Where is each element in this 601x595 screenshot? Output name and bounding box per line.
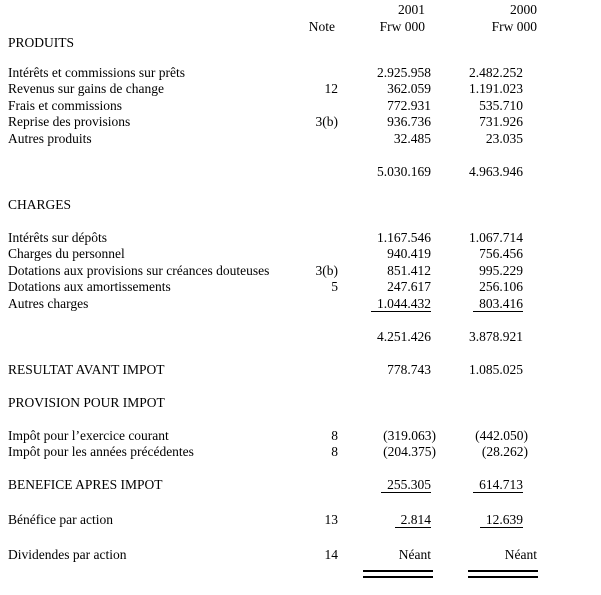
note-cell: 8 — [331, 444, 338, 459]
table-row — [0, 131, 601, 148]
year-2001-header: 2001 — [398, 2, 425, 17]
value-2001-cell: (319.063) — [383, 427, 436, 443]
value-2000-cell: 1.085.025 — [469, 361, 523, 377]
note-cell — [302, 296, 338, 313]
value-2001-cell: 247.617 — [387, 279, 431, 294]
note-cell — [302, 98, 338, 115]
section-title-provision-impot: PROVISION POUR IMPOT — [8, 394, 165, 410]
spacer — [0, 494, 601, 512]
value-2001-cell: 1.044.432 — [338, 296, 431, 313]
double-rule-2001 — [363, 570, 433, 578]
row-label: Intérêts sur dépôts — [8, 229, 107, 245]
value-2001-cell: 2.925.958 — [377, 64, 431, 80]
spacer — [0, 528, 601, 547]
total-2001-cell: 4.251.426 — [377, 328, 431, 344]
value-2000-cell: 614.713 — [431, 477, 523, 494]
spacer — [0, 411, 601, 428]
table-row — [0, 263, 601, 280]
note-cell: 3(b) — [315, 262, 338, 278]
spacer — [0, 213, 601, 230]
value-2001-cell: 851.412 — [387, 262, 431, 278]
table-row — [0, 98, 601, 115]
value-2000-cell: 1.191.023 — [469, 81, 523, 96]
table-row — [0, 65, 601, 82]
row-label: BENEFICE APRES IMPOT — [8, 477, 163, 492]
total-2000-cell: 3.878.921 — [469, 328, 523, 344]
row-label: RESULTAT AVANT IMPOT — [8, 361, 165, 377]
row-label: Autres charges — [8, 295, 89, 311]
benefice-apres-impot-row — [0, 477, 601, 494]
value-2000-cell: 535.710 — [479, 97, 523, 113]
section-title-charges: CHARGES — [8, 196, 72, 212]
note-column-header: Note — [308, 18, 335, 34]
double-rule-2000 — [468, 570, 538, 578]
value-2000-cell: 803.416 — [431, 296, 523, 313]
unit-2000-header: Frw 000 — [491, 18, 537, 34]
value-2001-cell: Néant — [398, 547, 431, 562]
note-cell: 14 — [324, 547, 338, 562]
note-cell — [302, 230, 338, 247]
note-cell — [302, 246, 338, 263]
value-2000-cell: 756.456 — [479, 246, 523, 261]
table-row — [0, 246, 601, 263]
spacer — [0, 378, 601, 395]
value-2001-cell: 255.305 — [338, 477, 431, 494]
value-2001-cell: 32.485 — [393, 130, 431, 146]
table-row — [0, 428, 601, 445]
table-row — [0, 81, 601, 98]
dividendes-par-action-row — [0, 547, 601, 564]
total-2001-cell: 5.030.169 — [377, 163, 431, 179]
value-2000-cell: 23.035 — [485, 130, 523, 146]
spacer — [0, 312, 601, 329]
spacer — [0, 52, 601, 65]
value-2000-cell: 12.639 — [431, 512, 523, 529]
row-label: Reprise des provisions — [8, 114, 131, 129]
spacer — [0, 461, 601, 478]
note-cell: 12 — [324, 81, 338, 96]
benefice-par-action-row — [0, 512, 601, 529]
spacer — [0, 345, 601, 362]
value-2000-cell: 995.229 — [479, 262, 523, 278]
value-2000-cell: 1.067.714 — [469, 229, 523, 245]
table-row — [0, 279, 601, 296]
value-2000-cell: 731.926 — [479, 114, 523, 129]
spacer — [0, 180, 601, 197]
value-2000-cell: 2.482.252 — [469, 64, 523, 80]
spacer — [0, 147, 601, 164]
table-row — [0, 114, 601, 131]
value-2001-cell: 940.419 — [387, 246, 431, 261]
row-label: Dividendes par action — [8, 547, 127, 562]
closing-rules — [0, 570, 601, 578]
note-cell: 8 — [331, 427, 338, 443]
resultat-avant-impot-row — [0, 362, 601, 379]
table-row — [0, 230, 601, 247]
value-2001-cell: 362.059 — [387, 81, 431, 96]
table-row — [0, 296, 601, 313]
row-label: Autres produits — [8, 130, 92, 146]
value-2000-cell: (442.050) — [475, 427, 528, 443]
note-cell — [302, 65, 338, 82]
total-2000-cell: 4.963.946 — [469, 163, 523, 179]
total-row-produits — [0, 164, 601, 181]
note-cell — [302, 131, 338, 148]
column-header-years — [0, 2, 601, 19]
row-label: Revenus sur gains de change — [8, 81, 164, 96]
note-cell: 3(b) — [315, 114, 338, 129]
row-label: Charges du personnel — [8, 246, 125, 261]
total-row-charges — [0, 329, 601, 346]
value-2000-cell: Néant — [504, 547, 537, 562]
row-label: Bénéfice par action — [8, 511, 113, 527]
note-cell: 13 — [324, 511, 338, 527]
table-row — [0, 444, 601, 461]
value-2001-cell: 1.167.546 — [377, 229, 431, 245]
value-2000-cell: 256.106 — [479, 279, 523, 294]
value-2001-cell: (204.375) — [383, 444, 436, 459]
column-header-units — [0, 19, 601, 36]
value-2001-cell: 936.736 — [387, 114, 431, 129]
note-cell: 5 — [331, 279, 338, 294]
value-2001-cell: 778.743 — [387, 361, 431, 377]
row-label: Impôt pour l’exercice courant — [8, 427, 169, 443]
value-2001-cell: 2.814 — [338, 512, 431, 529]
row-label: Frais et commissions — [8, 97, 122, 113]
row-label: Impôt pour les années précédentes — [8, 444, 194, 459]
value-2001-cell: 772.931 — [387, 97, 431, 113]
year-2000-header: 2000 — [510, 2, 537, 17]
row-label: Dotations aux provisions sur créances douteuses — [8, 262, 270, 278]
row-label: Dotations aux amortissements — [8, 279, 171, 294]
section-title-produits: PRODUITS — [8, 35, 75, 50]
unit-2001-header: Frw 000 — [379, 18, 425, 34]
row-label: Intérêts et commissions sur prêts — [8, 64, 185, 80]
value-2000-cell: (28.262) — [481, 444, 528, 459]
